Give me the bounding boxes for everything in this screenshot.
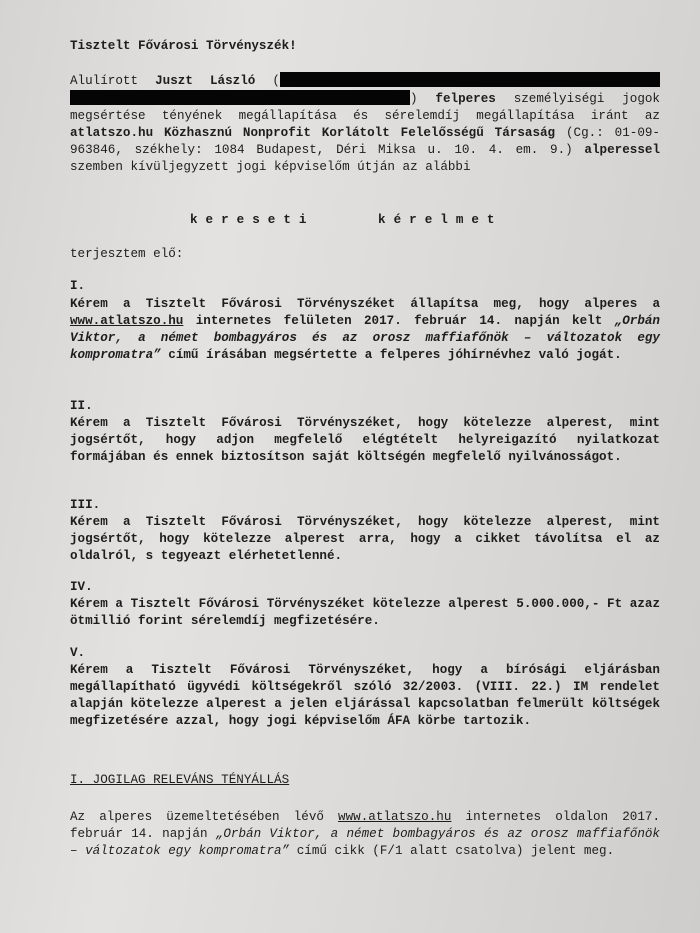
section-text: Kérem a Tisztelt Fővárosi Törvényszéket, hogy kötelezze alperest, mint jogsértőt, hogy adjon megfelelő elégtételt helyreigazító nyilatkozat formájában és ennek biztosítson saját költségén megfelelő nyilvánosságot.: [70, 416, 660, 464]
section-number: IV.: [70, 580, 93, 594]
document-title: kereseti kérelmet: [190, 213, 503, 227]
redaction-bar: [70, 90, 410, 105]
section-number: V.: [70, 646, 86, 660]
article-link[interactable]: www.atlatszo.hu: [70, 314, 184, 328]
article-title: „Orbán Viktor, a német bombagyáros és az orosz maffiafőnök – változatok egy kompromatra”: [70, 827, 660, 858]
submit-line: terjesztem elő:: [70, 247, 184, 261]
plaintiff-name: Juszt László: [155, 74, 256, 88]
defendant-name: atlatszo.hu Közhasznú Nonprofit Korlátolt Felelősségű Társaság: [70, 126, 556, 140]
section-number: III.: [70, 498, 101, 512]
section-number: I.: [70, 279, 86, 293]
salutation: Tisztelt Fővárosi Törvényszék!: [70, 39, 297, 53]
facts-heading: I. JOGILAG RELEVÁNS TÉNYÁLLÁS: [70, 773, 290, 787]
article-title: „Orbán Viktor, a német bombagyáros és az orosz maffiafőnök – változatok egy kompromatra”: [70, 314, 660, 362]
section-number: II.: [70, 399, 93, 413]
facts-paragraph: Az alperes üzemeltetésében lévő www.atlatszo.hu internetes oldalon 2017. február 14. napján „Orbán Viktor, a német bombagyáros és az orosz maffiafőnök – változatok egy kompromatra” című cikk (F/1 alatt csatolva) jelent meg.: [70, 810, 661, 858]
intro-paragraph: Alulírott Juszt László ( ) felperes személyiségi jogok megsértése tényének megállapítása és sérelemdíj megállapítása iránt az atlatszo.hu Közhasznú Nonprofit Korlátolt Felelősségű Társaság (Cg.: 01-09-963846, székhely: 1084 Budapest, Déri Miksa u. 10. 4. em. 9.) alperessel szemben kívüljegyzett jogi képviselőm útján az alábbi: [70, 74, 660, 174]
section-text: Kérem a Tisztelt Fővárosi Törvényszéket állapítsa meg, hogy alperes a www.atlatszo.hu internetes felületen 2017. február 14. napján kelt „Orbán Viktor, a német bombagyáros és az orosz maffiafőnök – változatok egy kompromatra” című írásában megsértette a felperes jóhírnévhez való jogát.: [70, 297, 660, 362]
section-text: Kérem a Tisztelt Fővárosi Törvényszéket, hogy a bírósági eljárásban megállapítható ügyvédi költségekről szóló 32/2003. (VIII. 22.) IM rendelet alapján kötelezze alperest a jelen eljárással kapcsolatban felmerült költségek megfizetésére azzal, hogy jogi képviselőm ÁFA körbe tartozik.: [70, 663, 660, 728]
section-text: Kérem a Tisztelt Fővárosi Törvényszéket, hogy kötelezze alperest, mint jogsértőt, hogy kötelezze alperest arra, hogy a cikket távolítsa el az oldalról, s tegyeazt elérhetetlenné.: [70, 515, 660, 563]
section-text: Kérem a Tisztelt Fővárosi Törvényszéket kötelezze alperest 5.000.000,- Ft azaz ötmillió forint sérelemdíj megfizetésére.: [70, 597, 660, 628]
redaction-bar: [280, 72, 660, 87]
article-link[interactable]: www.atlatszo.hu: [338, 810, 452, 824]
